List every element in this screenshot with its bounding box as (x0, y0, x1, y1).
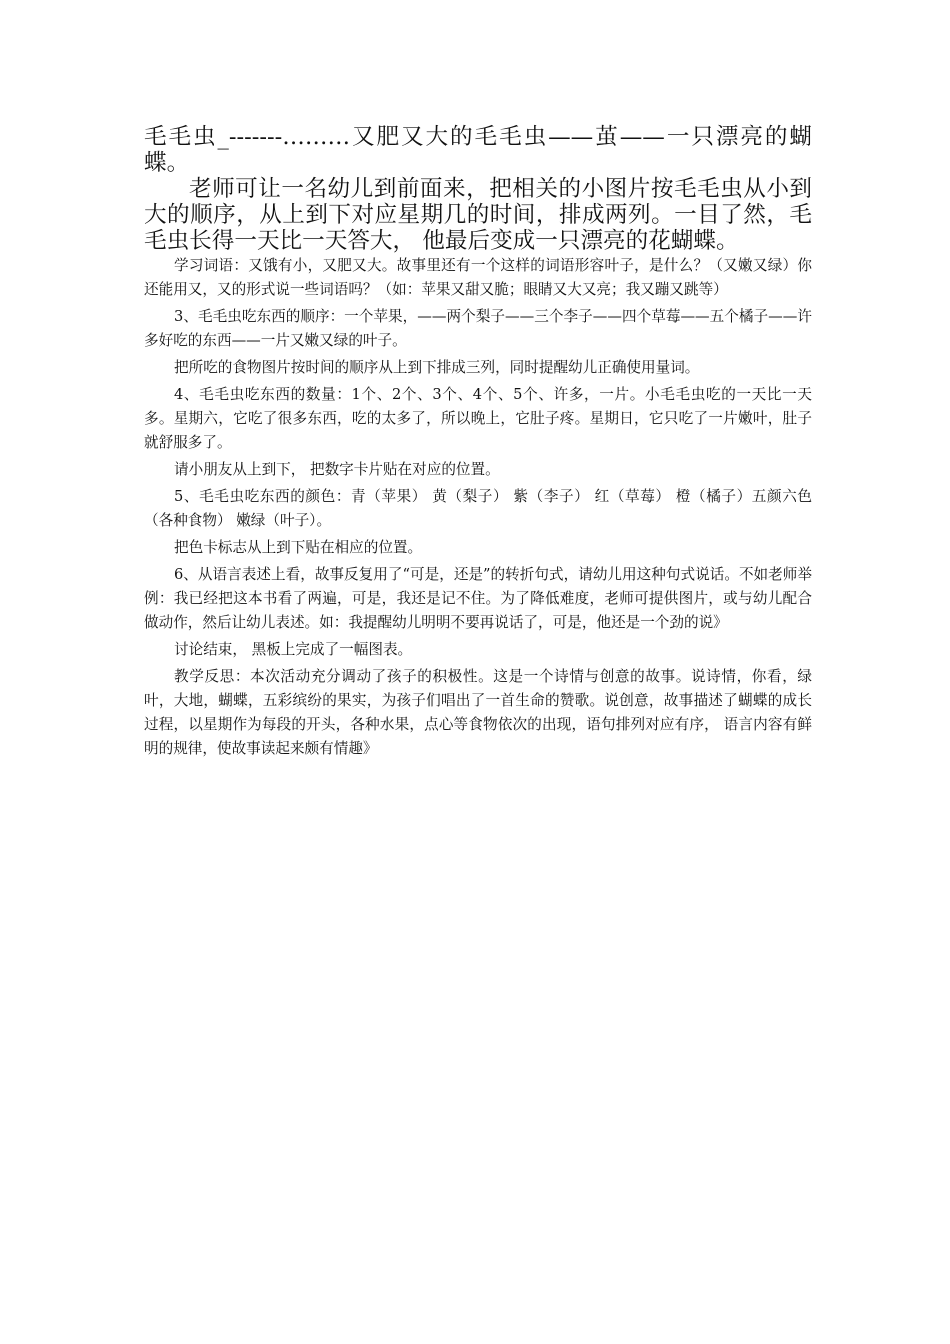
paragraph-eating-quantity: 4、毛毛虫吃东西的数量：1个、2个、3个、4个、5个、许多，一片。小毛毛虫吃的一天比一天多。星期六，它吃了很多东西，吃的太多了，所以晚上，它肚子疼。星期日，它只吃了一片嫩叶，肚子就舒服多了。 (144, 386, 812, 451)
paragraph-teaching-reflection: 教学反思：本次活动充分调动了孩子的积极性。这是一个诗情与创意的故事。说诗情，你看，绿叶，大地，蝴蝶，五彩缤纷的果实，为孩子们唱出了一首生命的赞歌。说创意，故事描述了蝴蝶的成长过程，以星期作为每段的开头，各种水果，点心等食物依次的出现，语句排列对应有序， 语言内容有鲜明的规律，使故事读起来颇有情趣》 (144, 668, 812, 757)
intro-paragraph: 老师可让一名幼儿到前面来，把相关的小图片按毛毛虫从小到大的顺序，从上到下对应星期几的时间，排成两列。一目了然，毛毛虫长得一天比一天答大， 他最后变成一只漂亮的花蝴蝶。 (144, 176, 812, 254)
heading-line: 毛毛虫_-------………又肥又大的毛毛虫——茧——一只漂亮的蝴蝶。 (144, 124, 812, 176)
paragraph-color-cards: 把色卡标志从上到下贴在相应的位置。 (174, 539, 423, 556)
paragraph-number-cards: 请小朋友从上到下， 把数字卡片贴在对应的位置。 (174, 461, 500, 478)
paragraph-vocabulary: 学习词语：又饿有小，又肥又大。故事里还有一个这样的词语形容叶子，是什么？（又嫩又绿）你还能用又，又的形式说一些词语吗？（如：苹果又甜又脆；眼睛又大又亮；我又蹦又跳等） (144, 257, 812, 298)
paragraph-eating-order: 3、毛毛虫吃东西的顺序：一个苹果，——两个梨子——三个李子——四个草莓——五个橘子——许多好吃的东西——一片又嫩又绿的叶子。 (144, 308, 812, 349)
paragraph-sentence-pattern: 6、从语言表述上看，故事反复用了“可是，还是”的转折句式，请幼儿用这种句式说话。不如老师举例：我已经把这本书看了两遍，可是，我还是记不住。为了降低难度，老师可提供图片，或与幼儿配合做动作，然后让幼儿表述。如：我提醒幼儿明明不要再说话了，可是，他还是一个劲的说》 (144, 566, 812, 631)
paragraph-food-pictures: 把所吃的食物图片按时间的顺序从上到下排成三列，同时提醒幼儿正确使用量词。 (174, 359, 700, 376)
paragraph-food-colors: 5、毛毛虫吃东西的颜色：青（苹果） 黄（梨子） 紫（李子） 红（草莓） 橙（橘子）五颜六色（各种食物） 嫩绿（叶子）。 (144, 488, 812, 529)
paragraph-discussion-end: 讨论结束， 黑板上完成了一幅图表。 (174, 641, 413, 658)
document-body (144, 124, 812, 764)
